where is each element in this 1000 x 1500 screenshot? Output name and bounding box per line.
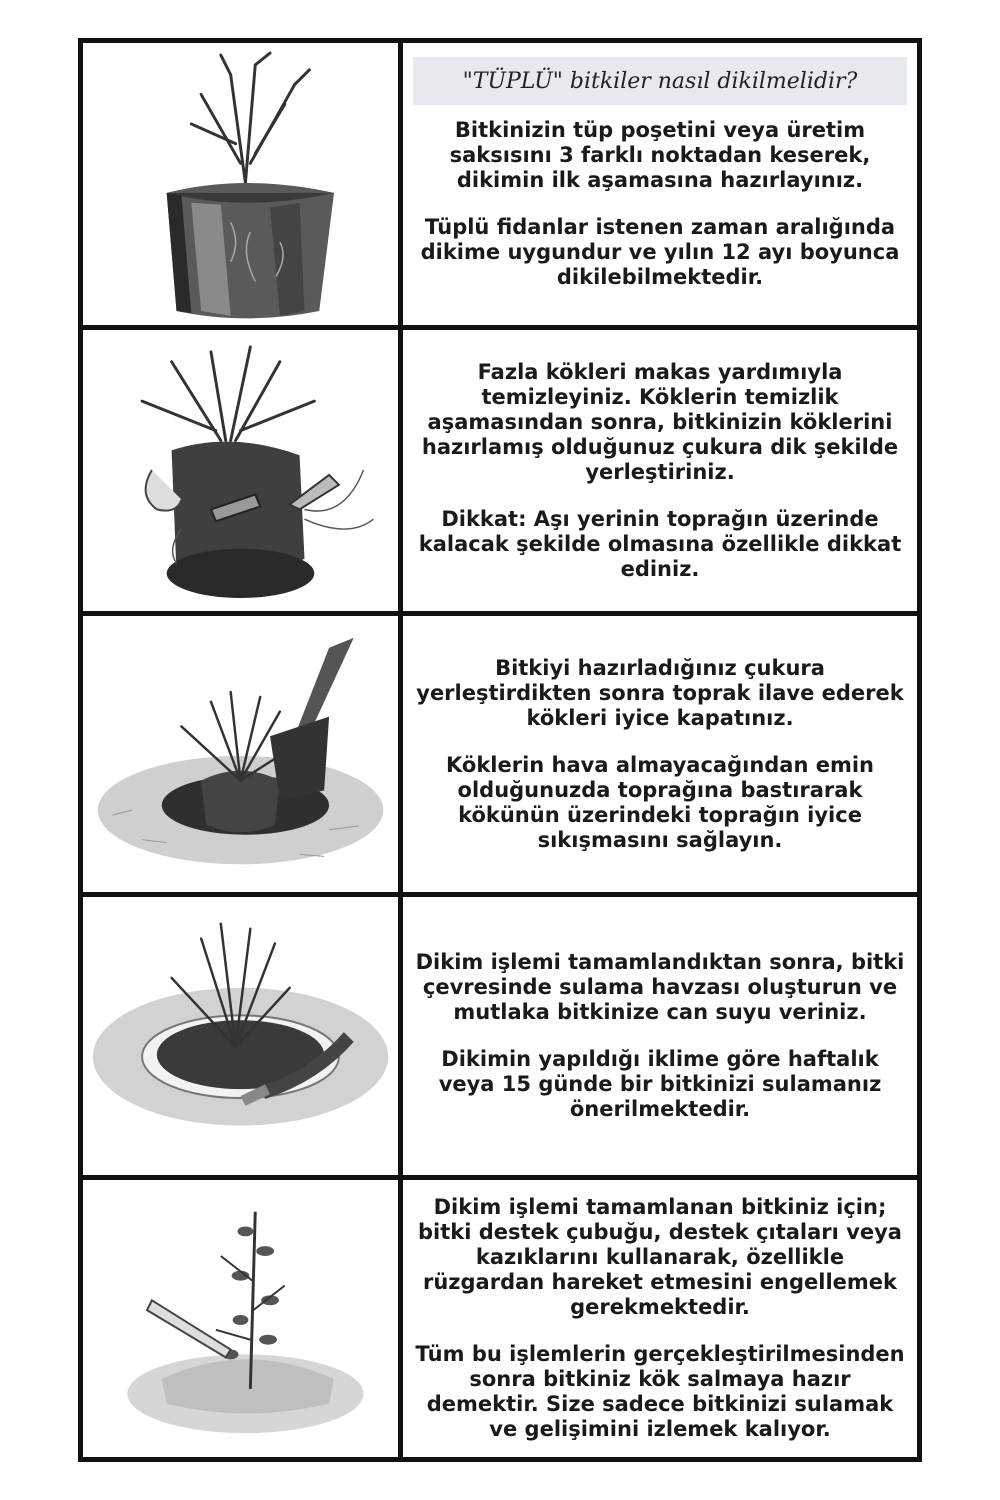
step-2-paragraph-2: Dikkat: Aşı yerinin toprağın üzerinde kalacak şekilde olmasına özellikle dikkat ediniz. xyxy=(418,506,902,581)
step-text-4 xyxy=(403,897,917,1175)
step-4-paragraph-1: Dikim işlemi tamamlandıktan sonra, bitki çevresinde sulama havzası oluşturun ve mutlaka bitkinize can suyu veriniz. xyxy=(415,950,905,1024)
step-5-paragraph-2: Tüm bu işlemlerin gerçekleştirilmesinden sonra bitkiniz kök salmaya hazır demektir. Size sadece bitkinizi sulamak ve gelişimini izlemek kalıyor. xyxy=(415,1342,905,1441)
step-row-5 xyxy=(83,1180,917,1457)
pot-cutting-illustration xyxy=(83,43,403,325)
step-2-paragraph-1: Fazla kökleri makas yardımıyla temizleyiniz. Köklerin temizlik aşamasından sonra, bitkinizin köklerini hazırlamış olduğunuz çukura dik şekilde yerleştiriniz. xyxy=(421,359,899,484)
title-banner xyxy=(413,57,907,105)
page-title: "TÜPLÜ" bitkiler nasıl dikilmelidir? xyxy=(462,68,858,94)
step-text-3 xyxy=(403,616,917,892)
step-row-2 xyxy=(83,330,917,616)
step-1-paragraph-1: Bitkinizin tüp poşetini veya üretim saksısını 3 farklı noktadan keserek, dikimin ilk aşamasına hazırlayınız. xyxy=(449,118,871,192)
step-row-3 xyxy=(83,616,917,897)
step-1-paragraph-2: Tüplü fidanlar istenen zaman aralığında dikime uygundur ve yılın 12 ayı boyunca dikilebilmektedir. xyxy=(420,215,900,289)
step-3-paragraph-2: Köklerin hava almayacağından emin olduğunuzda toprağına bastırarak kökünün üzerindeki toprağın iyice sıkışmasını sağlayın. xyxy=(445,752,875,852)
watering-illustration xyxy=(83,897,403,1175)
staking-illustration xyxy=(83,1180,403,1457)
instruction-sheet xyxy=(78,38,922,1462)
step-4-paragraph-2: Dikimin yapıldığı iklime göre haftalık veya 15 günde bir bitkinizi sulamanız önerilmektedir. xyxy=(438,1047,882,1121)
step-5-paragraph-1: Dikim işlemi tamamlanan bitkiniz için; bitki destek çubuğu, destek çıtaları veya kazıklarını kullanarak, özellikle rüzgardan hareket etmesini engellemek gerekmektedir. xyxy=(418,1195,902,1319)
step-row-4 xyxy=(83,897,917,1180)
step-row-1 xyxy=(83,43,917,330)
root-pruning-illustration xyxy=(83,330,403,611)
shovel-planting-illustration xyxy=(83,616,403,892)
step-3-paragraph-1: Bitkiyi hazırladığınız çukura yerleştirdikten sonra toprak ilave ederek kökleri iyice kapatınız. xyxy=(416,655,904,730)
step-text-5 xyxy=(403,1180,917,1457)
step-text-2 xyxy=(403,330,917,611)
